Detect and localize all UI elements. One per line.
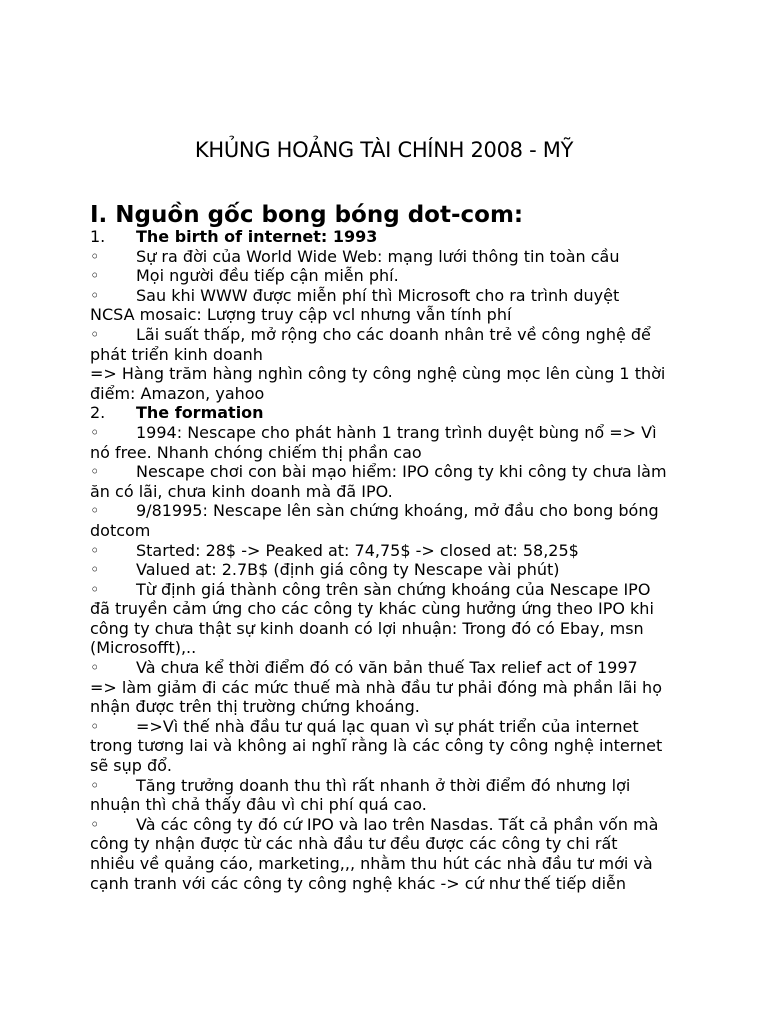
bullet-icon: ◦ xyxy=(90,285,100,305)
line-text: => Hàng trăm hàng nghìn công ty công nghệ cùng mọc lên cùng 1 thời xyxy=(90,364,666,384)
line-text: 1994: Nescape cho phát hành 1 trang trình duyệt bùng nổ => Vì xyxy=(136,422,657,442)
line-text: (Microsofft),.. xyxy=(90,638,197,658)
list-number: 2. xyxy=(90,403,106,423)
list-item xyxy=(90,815,690,835)
line-text: NCSA mosaic: Lượng truy cập vcl nhưng vẫn tính phí xyxy=(90,305,512,325)
line-text: sẽ sụp đổ. xyxy=(90,756,173,776)
list-item xyxy=(90,501,690,521)
text-line xyxy=(90,854,690,874)
bullet-icon: ◦ xyxy=(90,422,100,442)
list-number: 1. xyxy=(90,227,106,246)
bullet-icon: ◦ xyxy=(90,462,100,482)
section-heading: I. Nguồn gốc bong bóng dot-com: xyxy=(90,202,524,228)
text-line xyxy=(90,305,690,325)
bullet-icon: ◦ xyxy=(90,658,100,678)
list-item xyxy=(90,325,690,345)
text-line xyxy=(90,874,690,894)
bullet-icon: ◦ xyxy=(90,579,100,599)
line-text: nó free. Nhanh chóng chiếm thị phần cao xyxy=(90,442,422,462)
line-text: dotcom xyxy=(90,520,151,540)
line-text: Mọi người đều tiếp cận miễn phí. xyxy=(136,266,399,286)
line-text: cạnh tranh với các công ty công nghệ khác -> cứ như thế tiếp diễn xyxy=(90,873,627,893)
line-text: Sau khi WWW được miễn phí thì Microsoft cho ra trình duyệt xyxy=(136,285,620,305)
text-line xyxy=(90,364,690,384)
list-heading: The formation xyxy=(136,403,264,423)
line-text: công ty nhận được từ các nhà đầu tư đều được các công ty chi rất xyxy=(90,834,618,854)
text-line xyxy=(90,795,690,815)
line-text: ăn có lãi, chưa kinh doanh mà đã IPO. xyxy=(90,481,393,501)
list-item xyxy=(90,658,690,678)
text-line xyxy=(90,443,690,463)
list-item xyxy=(90,717,690,737)
text-line xyxy=(90,599,690,619)
list-item xyxy=(90,462,690,482)
list-item xyxy=(90,227,690,247)
line-text: điểm: Amazon, yahoo xyxy=(90,383,265,403)
bullet-icon: ◦ xyxy=(90,814,100,834)
text-line xyxy=(90,834,690,854)
line-text: Nescape chơi con bài mạo hiểm: IPO công ty khi công ty chưa làm xyxy=(136,462,667,482)
line-text: => làm giảm đi các mức thuế mà nhà đầu tư phải đóng mà phần lãi họ xyxy=(90,677,662,697)
list-heading: The birth of internet: 1993 xyxy=(136,227,378,246)
bullet-icon: ◦ xyxy=(90,501,100,521)
bullet-icon: ◦ xyxy=(90,246,100,266)
text-line xyxy=(90,638,690,658)
line-text: Sự ra đời của World Wide Web: mạng lưới thông tin toàn cầu xyxy=(136,246,620,266)
document-body xyxy=(90,227,690,893)
bullet-icon: ◦ xyxy=(90,560,100,580)
text-line xyxy=(90,482,690,502)
text-line xyxy=(90,736,690,756)
list-item xyxy=(90,776,690,796)
bullet-icon: ◦ xyxy=(90,266,100,286)
line-text: công ty chưa thật sự kinh doanh có lợi nhuận: Trong đó có Ebay, msn xyxy=(90,618,644,638)
text-line xyxy=(90,619,690,639)
line-text: trong tương lai và không ai nghĩ rằng là các công ty công nghệ internet xyxy=(90,736,663,756)
document-title: KHỦNG HOẢNG TÀI CHÍNH 2008 - MỸ xyxy=(194,138,574,162)
text-line xyxy=(90,756,690,776)
line-text: Started: 28$ -> Peaked at: 74,75$ -> closed at: 58,25$ xyxy=(136,540,579,560)
line-text: phát triển kinh doanh xyxy=(90,344,263,364)
line-text: đã truyền cảm ứng cho các công ty khác cùng hưởng ứng theo IPO khi xyxy=(90,599,654,619)
text-line xyxy=(90,697,690,717)
bullet-icon: ◦ xyxy=(90,540,100,560)
line-text: Lãi suất thấp, mở rộng cho các doanh nhân trẻ về công nghệ để xyxy=(136,324,651,344)
list-item xyxy=(90,403,690,423)
text-line xyxy=(90,678,690,698)
line-text: 9/81995: Nescape lên sàn chứng khoáng, mở đầu cho bong bóng xyxy=(136,501,659,521)
text-line xyxy=(90,521,690,541)
text-line xyxy=(90,345,690,365)
line-text: =>Vì thế nhà đầu tư quá lạc quan vì sự phát triển của internet xyxy=(136,716,639,736)
line-text: nhận được trên thị trường chứng khoáng. xyxy=(90,697,420,717)
list-item xyxy=(90,247,690,267)
line-text: Và chưa kể thời điểm đó có văn bản thuế Tax relief act of 1997 xyxy=(136,658,638,678)
line-text: Valued at: 2.7B$ (định giá công ty Nescape vài phút) xyxy=(136,560,560,580)
bullet-icon: ◦ xyxy=(90,775,100,795)
line-text: nhuận thì chả thấy đâu vì chi phí quá cao. xyxy=(90,795,427,815)
list-item xyxy=(90,266,690,286)
text-line xyxy=(90,384,690,404)
line-text: Tăng trưởng doanh thu thì rất nhanh ở thời điểm đó nhưng lợi xyxy=(136,775,631,795)
list-item xyxy=(90,560,690,580)
list-item xyxy=(90,580,690,600)
bullet-icon: ◦ xyxy=(90,716,100,736)
line-text: Từ định giá thành công trên sàn chứng khoáng của Nescape IPO xyxy=(136,579,651,599)
bullet-icon: ◦ xyxy=(90,324,100,344)
list-item xyxy=(90,423,690,443)
line-text: Và các công ty đó cứ IPO và lao trên Nasdas. Tất cả phần vốn mà xyxy=(136,814,659,834)
list-item xyxy=(90,286,690,306)
line-text: nhiều về quảng cáo, marketing,,, nhằm thu hút các nhà đầu tư mới và xyxy=(90,854,653,873)
list-item xyxy=(90,541,690,561)
